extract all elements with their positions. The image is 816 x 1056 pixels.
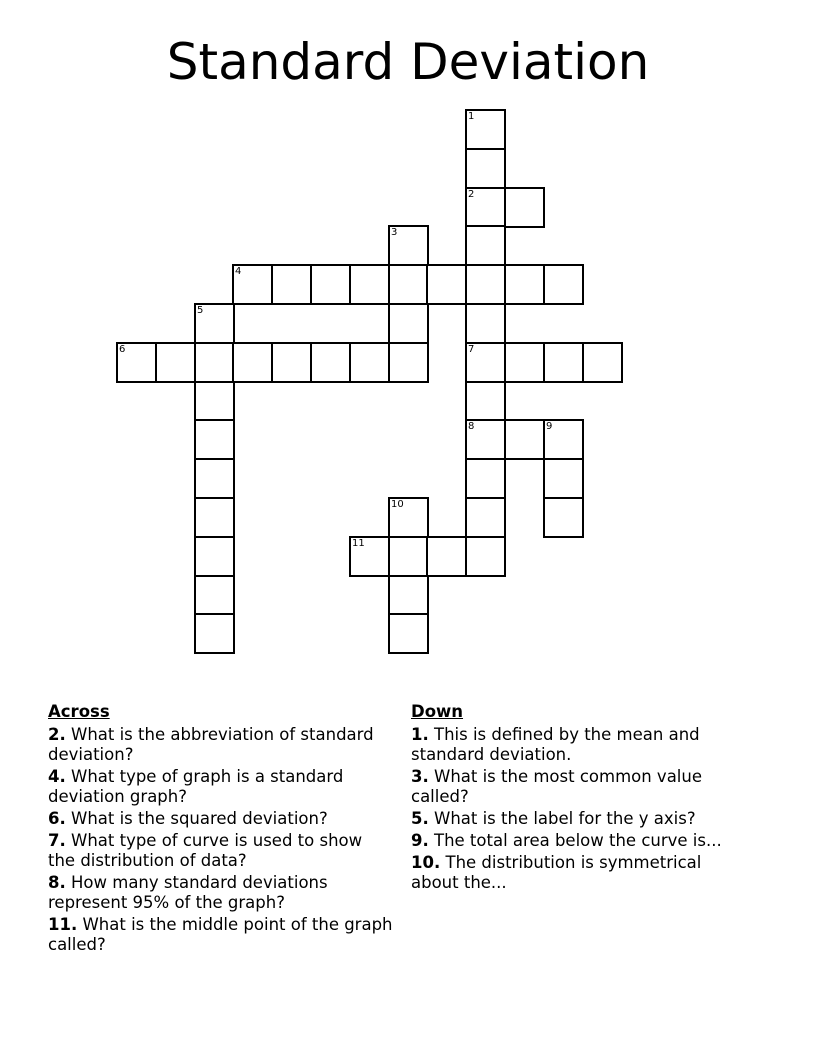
crossword-cell[interactable] — [388, 575, 429, 616]
clue-number: 4 — [235, 266, 242, 277]
clue-number: 10 — [391, 499, 404, 510]
crossword-cell[interactable] — [194, 613, 235, 654]
crossword-cell[interactable] — [388, 536, 429, 577]
crossword-cell[interactable] — [465, 419, 506, 460]
crossword-cell[interactable] — [543, 419, 584, 460]
crossword-cell[interactable] — [465, 497, 506, 538]
clue-number: 7 — [468, 344, 475, 355]
clue-down-1: 1. This is defined by the mean and standard deviation. — [411, 725, 700, 764]
clue-down-5: 5. What is the label for the y axis? — [411, 809, 696, 828]
clue-down-10: 10. The distribution is symmetrical about the... — [411, 853, 702, 892]
clue-down-9: 9. The total area below the curve is... — [411, 831, 722, 850]
clue-number: 5 — [197, 305, 204, 316]
crossword-cell[interactable] — [232, 342, 273, 383]
clue-number: 11 — [352, 538, 365, 549]
clue-across-6: 6. What is the squared deviation? — [48, 809, 328, 828]
clue-down-3: 3. What is the most common value called? — [411, 767, 703, 806]
across-heading: Across — [48, 702, 110, 721]
clue-across-11: 11. What is the middle point of the graph called? — [48, 915, 393, 954]
clue-across-2: 2. What is the abbreviation of standard deviation? — [48, 725, 374, 764]
crossword-cell[interactable] — [194, 497, 235, 538]
crossword-cell[interactable] — [465, 381, 506, 422]
down-heading: Down — [411, 702, 464, 721]
crossword-cell[interactable] — [194, 458, 235, 499]
clue-number: 3 — [391, 227, 398, 238]
crossword-cell[interactable] — [271, 342, 312, 383]
crossword-cell[interactable] — [388, 225, 429, 266]
down-clues — [411, 701, 741, 895]
crossword-cell[interactable] — [388, 497, 429, 538]
crossword-cell[interactable] — [232, 264, 273, 305]
crossword-cell[interactable] — [504, 187, 545, 228]
crossword-cell[interactable] — [194, 342, 235, 383]
clue-number: 2 — [468, 189, 475, 200]
crossword-cell[interactable] — [388, 613, 429, 654]
clue-across-4: 4. What type of graph is a standard deviation graph? — [48, 767, 344, 806]
crossword-cell[interactable] — [465, 148, 506, 189]
crossword-cell[interactable] — [465, 264, 506, 305]
crossword-cell[interactable] — [388, 303, 429, 344]
crossword-cell[interactable] — [465, 187, 506, 228]
crossword-cell[interactable] — [543, 497, 584, 538]
clue-across-8: 8. How many standard deviations represent 95% of the graph? — [48, 873, 328, 912]
crossword-cell[interactable] — [543, 342, 584, 383]
crossword-cell[interactable] — [349, 342, 390, 383]
crossword-cell[interactable] — [582, 342, 623, 383]
crossword-cell[interactable] — [426, 536, 467, 577]
crossword-cell[interactable] — [465, 536, 506, 577]
clue-number: 6 — [119, 344, 126, 355]
crossword-cell[interactable] — [504, 342, 545, 383]
crossword-cell[interactable] — [310, 264, 351, 305]
crossword-cell[interactable] — [310, 342, 351, 383]
crossword-cell[interactable] — [504, 419, 545, 460]
crossword-cell[interactable] — [543, 458, 584, 499]
crossword-cell[interactable] — [465, 458, 506, 499]
clue-number: 8 — [468, 421, 475, 432]
clue-number: 1 — [468, 111, 475, 122]
page-title: Standard Deviation — [166, 33, 650, 91]
crossword-cell[interactable] — [194, 303, 235, 344]
across-clues — [48, 701, 393, 957]
crossword-cell[interactable] — [271, 264, 312, 305]
clue-across-7: 7. What type of curve is used to show the distribution of data? — [48, 831, 363, 870]
crossword-cell[interactable] — [194, 381, 235, 422]
crossword-cell[interactable] — [194, 536, 235, 577]
crossword-cell[interactable] — [388, 342, 429, 383]
crossword-cell[interactable] — [465, 303, 506, 344]
crossword-cell[interactable] — [194, 575, 235, 616]
crossword-cell[interactable] — [465, 342, 506, 383]
crossword-cell[interactable] — [388, 264, 429, 305]
crossword-cell[interactable] — [426, 264, 467, 305]
crossword-cell[interactable] — [504, 264, 545, 305]
crossword-cell[interactable] — [349, 264, 390, 305]
crossword-cell[interactable] — [116, 342, 157, 383]
crossword-cell[interactable] — [349, 536, 390, 577]
clue-number: 9 — [546, 421, 553, 432]
crossword-cell[interactable] — [465, 109, 506, 150]
crossword-cell[interactable] — [155, 342, 196, 383]
crossword-cell[interactable] — [465, 225, 506, 266]
crossword-cell[interactable] — [543, 264, 584, 305]
crossword-cell[interactable] — [194, 419, 235, 460]
